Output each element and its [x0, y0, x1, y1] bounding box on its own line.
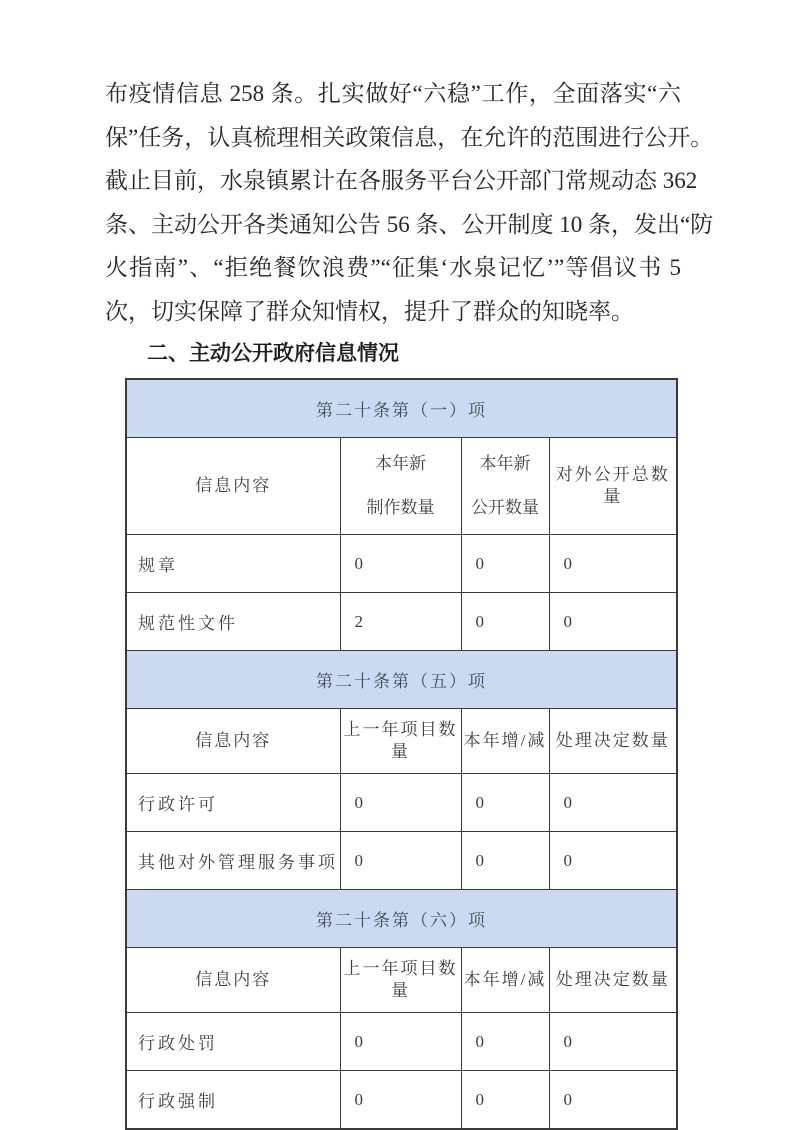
value-cell: 0 [549, 593, 677, 651]
value-cell: 0 [549, 1071, 677, 1130]
paragraph-line: 条、主动公开各类通知公告 56 条、公开制度 10 条，发出“防 [105, 211, 714, 237]
column-header: 上一年项目数量 [340, 709, 461, 774]
value-cell: 0 [549, 1013, 677, 1071]
value-cell: 0 [461, 1013, 549, 1071]
table-header-row [126, 948, 677, 1013]
table-row [126, 832, 677, 890]
table-header-row [126, 709, 677, 774]
table-row [126, 774, 677, 832]
value-cell: 0 [549, 535, 677, 593]
paragraph-line: 火指南”、“拒绝餐饮浪费”“征集‘水泉记忆’”等倡议书 5 [105, 255, 681, 280]
column-header: 本年增/减 [461, 709, 549, 774]
column-header: 本年增/减 [461, 948, 549, 1013]
value-cell: 0 [461, 535, 549, 593]
table-row [126, 593, 677, 651]
paragraph-line: 次，切实保障了群众知情权，提升了群众的知晓率。 [105, 298, 634, 324]
table-row [126, 1071, 677, 1130]
value-cell: 0 [461, 593, 549, 651]
section-heading: 二、主动公开政府信息情况 [147, 342, 399, 365]
column-header: 对外公开总数量 [549, 438, 677, 535]
table-header-row [126, 438, 677, 535]
body-paragraph [105, 72, 714, 333]
column-header: 信息内容 [126, 948, 340, 1013]
column-header: 处理决定数量 [549, 709, 677, 774]
value-cell: 0 [340, 1013, 461, 1071]
paragraph-line: 截止目前，水泉镇累计在各服务平台公开部门常规动态 362 [105, 168, 698, 193]
row-label-cell: 规章 [126, 535, 340, 593]
value-cell: 0 [461, 774, 549, 832]
row-label-cell: 其他对外管理服务事项 [126, 832, 340, 890]
table-band-title: 第二十条第（一）项 [126, 379, 677, 438]
disclosure-table [125, 378, 678, 1130]
table-section-band [126, 890, 677, 948]
page-content [105, 72, 714, 1130]
table-row [126, 1013, 677, 1071]
paragraph-line: 保”任务，认真梳理相关政策信息，在允许的范围进行公开。 [105, 124, 714, 150]
value-cell: 0 [461, 1071, 549, 1130]
value-cell: 0 [340, 1071, 461, 1130]
row-label-cell: 行政许可 [126, 774, 340, 832]
row-label-cell: 行政处罚 [126, 1013, 340, 1071]
value-cell: 0 [549, 832, 677, 890]
value-cell: 2 [340, 593, 461, 651]
value-cell: 0 [549, 774, 677, 832]
table-band-title: 第二十条第（五）项 [126, 651, 677, 709]
value-cell: 0 [340, 832, 461, 890]
value-cell: 0 [340, 535, 461, 593]
table-section-band [126, 651, 677, 709]
column-header: 本年新 公开数量 [461, 438, 549, 535]
column-header: 信息内容 [126, 709, 340, 774]
value-cell: 0 [340, 774, 461, 832]
paragraph-line: 布疫情信息 258 条。扎实做好“六稳”工作，全面落实“六 [105, 81, 681, 106]
column-header: 处理决定数量 [549, 948, 677, 1013]
row-label-cell: 规范性文件 [126, 593, 340, 651]
table-row [126, 535, 677, 593]
value-cell: 0 [461, 832, 549, 890]
column-header: 信息内容 [126, 438, 340, 535]
column-header: 上一年项目数量 [340, 948, 461, 1013]
column-header: 本年新 制作数量 [340, 438, 461, 535]
table-band-title: 第二十条第（六）项 [126, 890, 677, 948]
row-label-cell: 行政强制 [126, 1071, 340, 1130]
table-section-band [126, 379, 677, 438]
